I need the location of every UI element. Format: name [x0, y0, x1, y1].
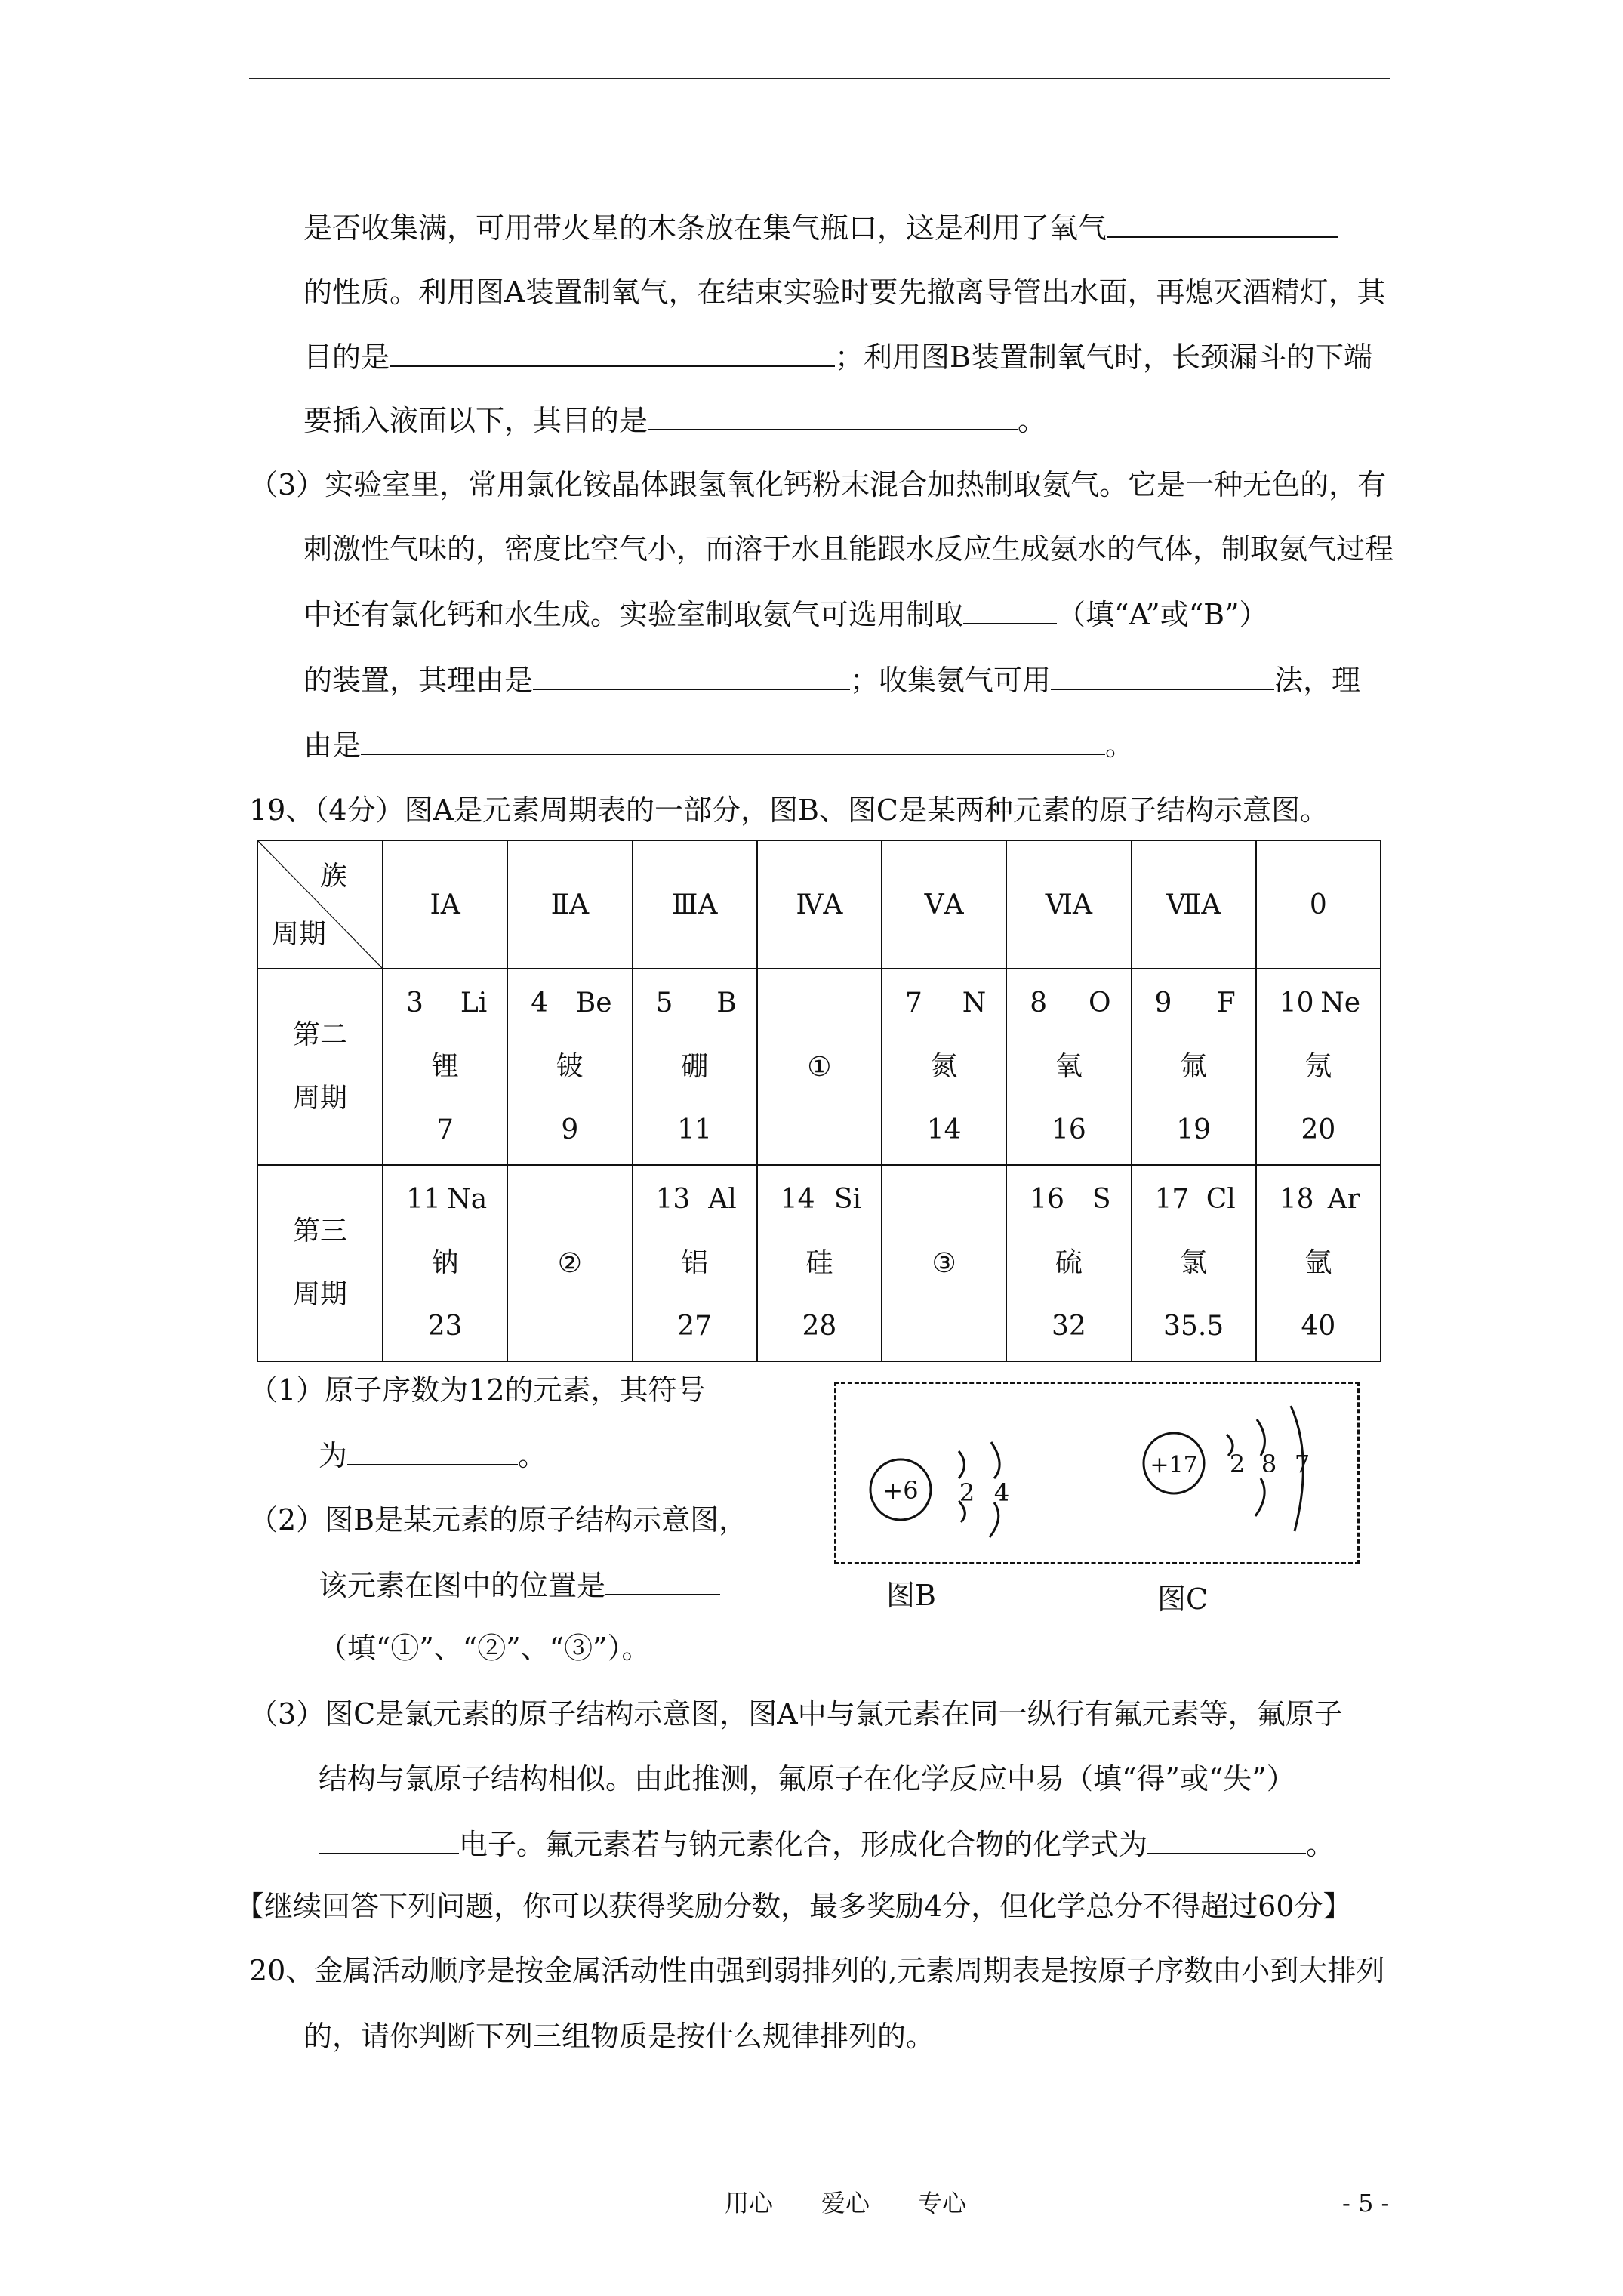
q18-part3-line-5	[303, 726, 1134, 763]
answer-blank-collection-reason[interactable]	[361, 726, 1105, 755]
footer-motto: 用心 爱心 专心	[725, 2189, 967, 2217]
nucleus-charge-b: +6	[882, 1476, 919, 1505]
atomic-number: 8	[1030, 988, 1048, 1019]
q18-part3-text-4b: ；收集氨气可用	[850, 664, 1052, 697]
q18-line-3	[303, 338, 1372, 374]
q19-part1-line-2	[319, 1437, 547, 1473]
q19-part3-text-3a: 电子。氟元素若与钠元素化合，形成化合物的化学式为	[459, 1828, 1148, 1861]
group-header: 0	[1256, 840, 1381, 969]
atomic-number: 10	[1279, 988, 1314, 1019]
element-symbol: Ar	[1327, 1184, 1360, 1215]
period-label	[257, 1165, 383, 1361]
atomic-mass: 23	[427, 1311, 463, 1342]
element-symbol: Ne	[1320, 988, 1360, 1019]
element-name: 氩	[1304, 1247, 1332, 1278]
element-symbol: Na	[447, 1184, 488, 1215]
atomic-number: 16	[1030, 1184, 1065, 1215]
element-cell	[383, 1165, 507, 1361]
element-cell	[1132, 969, 1256, 1165]
element-symbol: S	[1092, 1184, 1111, 1215]
q18-part3-text-3a: 中还有氯化钙和水生成。实验室制取氨气可选用制取	[303, 598, 964, 631]
element-cell	[1256, 969, 1381, 1165]
element-cell-blank-2: ②	[507, 1165, 632, 1361]
element-name: 氮	[930, 1051, 958, 1082]
element-number-symbol	[383, 1168, 507, 1231]
group-header: ⅥA	[1006, 840, 1131, 969]
page-number: - 5 -	[1342, 2189, 1390, 2217]
q18-part3-line-3	[303, 596, 1268, 632]
corner-group-label: 族	[319, 861, 347, 892]
q18-part3-text-4c: 法，理	[1274, 664, 1361, 697]
group-header: ⅢA	[633, 840, 757, 969]
element-name: 铝	[681, 1247, 709, 1278]
element-cell	[1256, 1165, 1381, 1361]
element-name: 硼	[681, 1051, 709, 1082]
period-label	[257, 969, 383, 1165]
corner-period-label: 周期	[272, 919, 327, 950]
element-cell	[633, 1165, 757, 1361]
q20-line-2: 的，请你判断下列三组物质是按什么规律排列的。	[303, 2020, 935, 2053]
element-number-symbol	[1257, 1168, 1380, 1231]
shell-arc-b2-top	[991, 1442, 999, 1478]
element-cell-blank-1: ①	[757, 969, 882, 1165]
element-cell	[1132, 1165, 1256, 1361]
element-cell	[1006, 1165, 1131, 1361]
period-label-line-1: 第三	[292, 1216, 347, 1247]
q18-line-1	[303, 209, 1338, 245]
q20-line-1: 20、金属活动顺序是按金属活动性由强到弱排列的,元素周期表是按原子序数由小到大排列	[249, 1954, 1385, 1987]
q18-text-4a: 要插入液面以下，其目的是	[303, 404, 648, 437]
element-number-symbol	[758, 1168, 881, 1231]
answer-blank-position[interactable]	[605, 1567, 720, 1595]
figure-b-label: 图B	[886, 1579, 936, 1612]
element-number-symbol	[633, 972, 756, 1035]
shell-arc-b2-bottom	[990, 1502, 999, 1537]
element-name: 氟	[1180, 1051, 1208, 1082]
electron-count-c2: 8	[1261, 1450, 1277, 1478]
group-header: ⅦA	[1132, 840, 1256, 969]
atomic-mass: 35.5	[1163, 1311, 1224, 1342]
element-symbol: O	[1088, 988, 1111, 1019]
atomic-mass: 20	[1301, 1114, 1336, 1145]
atomic-mass: 40	[1301, 1311, 1336, 1342]
atomic-structure-diagrams	[834, 1382, 1363, 1564]
q18-text-3a: 目的是	[303, 341, 390, 374]
q18-part3-text-3b: （填“A”或“B”）	[1057, 598, 1268, 631]
atomic-number: 4	[531, 988, 549, 1019]
q19-part3-text-3b: 。	[1306, 1828, 1335, 1861]
nucleus-charge-c: +17	[1150, 1452, 1198, 1478]
electron-count-c3: 7	[1294, 1450, 1310, 1478]
q18-part3-text-4a: 的装置，其理由是	[303, 664, 534, 697]
element-number-symbol	[633, 1168, 756, 1231]
q18-part3-text-5a: 由是	[303, 729, 362, 762]
answer-blank-gain-or-lose[interactable]	[319, 1826, 459, 1854]
bonus-instruction: 【继续回答下列问题，你可以获得奖励分数，最多奖励4分，但化学总分不得超过60分】	[236, 1890, 1352, 1923]
atomic-mass: 14	[926, 1114, 962, 1145]
answer-blank-oxygen-property[interactable]	[1107, 209, 1338, 238]
element-number-symbol	[508, 972, 631, 1035]
q19-part2-line-1: （2）图B是某元素的原子结构示意图，	[249, 1503, 748, 1536]
answer-blank-apparatus[interactable]	[963, 596, 1057, 624]
atomic-mass: 9	[561, 1114, 579, 1145]
atomic-number: 5	[655, 988, 673, 1019]
element-name: 锂	[431, 1051, 459, 1082]
element-name: 氖	[1304, 1051, 1332, 1082]
atomic-mass: 19	[1176, 1114, 1212, 1145]
atom-diagram-c	[1144, 1406, 1310, 1531]
element-symbol: F	[1216, 988, 1236, 1019]
q19-part2-line-3: （填“①”、“②”、“③”）。	[319, 1632, 651, 1665]
element-cell	[882, 969, 1006, 1165]
element-number-symbol	[1007, 1168, 1130, 1231]
answer-blank-collection-method[interactable]	[1051, 661, 1274, 690]
atomic-number: 14	[780, 1184, 815, 1215]
answer-blank-reason[interactable]	[533, 661, 850, 690]
element-cell	[1006, 969, 1131, 1165]
element-number-symbol	[882, 972, 1006, 1035]
q18-line-2: 的性质。利用图A装置制氧气，在结束实验时要先撤离导管出水面，再熄灭酒精灯，其	[303, 276, 1386, 309]
atomic-number: 18	[1279, 1184, 1314, 1215]
atomic-mass: 32	[1051, 1311, 1086, 1342]
element-name: 硫	[1055, 1247, 1083, 1278]
table-corner	[257, 840, 383, 969]
periodic-table-fragment	[257, 840, 1381, 1362]
figure-c-label: 图C	[1157, 1583, 1209, 1616]
electron-count-b2: 4	[993, 1478, 1010, 1507]
electron-count-b1: 2	[959, 1478, 975, 1507]
element-symbol: Al	[708, 1184, 737, 1215]
q19-part2-text-2: 该元素在图中的位置是	[319, 1569, 606, 1602]
atomic-number: 3	[406, 988, 423, 1019]
electron-count-c1: 2	[1229, 1450, 1246, 1478]
element-symbol: Li	[460, 988, 488, 1019]
element-cell-blank-3: ③	[882, 1165, 1006, 1361]
q18-line-4	[303, 402, 1046, 438]
element-cell	[507, 969, 632, 1165]
period-label-line-2: 周期	[292, 1279, 347, 1310]
period-label-line-2: 周期	[292, 1083, 347, 1114]
element-symbol: Si	[833, 1184, 861, 1215]
group-header: ⅡA	[507, 840, 632, 969]
atomic-number: 7	[905, 988, 922, 1019]
q18-text-1: 是否收集满，可用带火星的木条放在集气瓶口，这是利用了氧气	[303, 211, 1107, 245]
atomic-mass: 7	[436, 1114, 454, 1145]
table-row-period-3	[257, 1165, 1381, 1361]
answer-blank-chemical-formula[interactable]	[1147, 1826, 1306, 1854]
element-cell	[633, 969, 757, 1165]
group-header: ⅤA	[882, 840, 1006, 969]
answer-blank-purpose-b[interactable]	[648, 402, 1018, 430]
q18-part3-line-4	[303, 661, 1360, 698]
atomic-number: 11	[406, 1184, 441, 1215]
atomic-number: 17	[1154, 1184, 1190, 1215]
element-number-symbol	[1007, 972, 1130, 1035]
period-label-line-1: 第二	[292, 1019, 347, 1050]
element-name: 铍	[556, 1051, 584, 1082]
q19-part3-line-1: （3）图C是氯元素的原子结构示意图，图A中与氯元素在同一纵行有氟元素等，氟原子	[249, 1697, 1343, 1730]
q19-part2-line-2	[319, 1567, 720, 1603]
q18-part3-text-5b: 。	[1105, 729, 1135, 762]
element-name: 氯	[1180, 1247, 1208, 1278]
atomic-number: 9	[1154, 988, 1172, 1019]
element-number-symbol	[1132, 972, 1255, 1035]
element-name: 氧	[1055, 1051, 1083, 1082]
atomic-mass: 11	[677, 1114, 713, 1145]
element-symbol: B	[716, 988, 737, 1019]
element-cell	[757, 1165, 882, 1361]
element-number-symbol	[1132, 1168, 1255, 1231]
q19-part3-line-2: 结构与氯原子结构相似。由此推测，氟原子在化学反应中易（填“得”或“失”）	[319, 1762, 1295, 1795]
atomic-mass: 28	[802, 1311, 837, 1342]
atomic-mass: 27	[677, 1311, 713, 1342]
atomic-mass: 16	[1051, 1114, 1086, 1145]
group-header: ⅣA	[757, 840, 882, 969]
element-name: 硅	[805, 1247, 833, 1278]
q19-title: 19、（4分）图A是元素周期表的一部分，图B、图C是某两种元素的原子结构示意图。	[249, 794, 1329, 827]
element-number-symbol	[383, 972, 507, 1035]
q19-part1-text-2a: 为	[319, 1439, 348, 1472]
shell-arc-b1-top	[959, 1451, 965, 1478]
element-cell	[383, 969, 507, 1165]
atom-diagram-b	[870, 1442, 1009, 1537]
element-name: 钠	[431, 1247, 459, 1278]
q18-part3-line-2: 刺激性气味的，密度比空气小，而溶于水且能跟水反应生成氨水的气体，制取氨气过程	[303, 532, 1394, 566]
atomic-number: 13	[655, 1184, 691, 1215]
q19-part1-text-2b: 。	[518, 1439, 547, 1472]
table-row-period-2	[257, 969, 1381, 1165]
element-symbol: Cl	[1206, 1184, 1236, 1215]
q18-text-4b: 。	[1018, 404, 1047, 437]
q18-text-3b: ；利用图B装置制氧气时，长颈漏斗的下端	[835, 341, 1372, 374]
element-symbol: N	[962, 988, 987, 1019]
element-number-symbol	[1257, 972, 1380, 1035]
q19-part1-line-1: （1）原子序数为12的元素，其符号	[249, 1373, 706, 1407]
q18-part3-line-1: （3）实验室里，常用氯化铵晶体跟氢氧化钙粉末混合加热制取氨气。它是一种无色的，有	[249, 468, 1387, 501]
answer-blank-element-symbol[interactable]	[347, 1437, 518, 1465]
header-rule	[249, 78, 1390, 79]
shell-arc-c2-bottom	[1255, 1478, 1264, 1516]
answer-blank-purpose-a[interactable]	[390, 338, 835, 367]
q19-part3-line-3	[319, 1826, 1335, 1862]
element-symbol: Be	[575, 988, 612, 1019]
group-header: ⅠA	[383, 840, 507, 969]
